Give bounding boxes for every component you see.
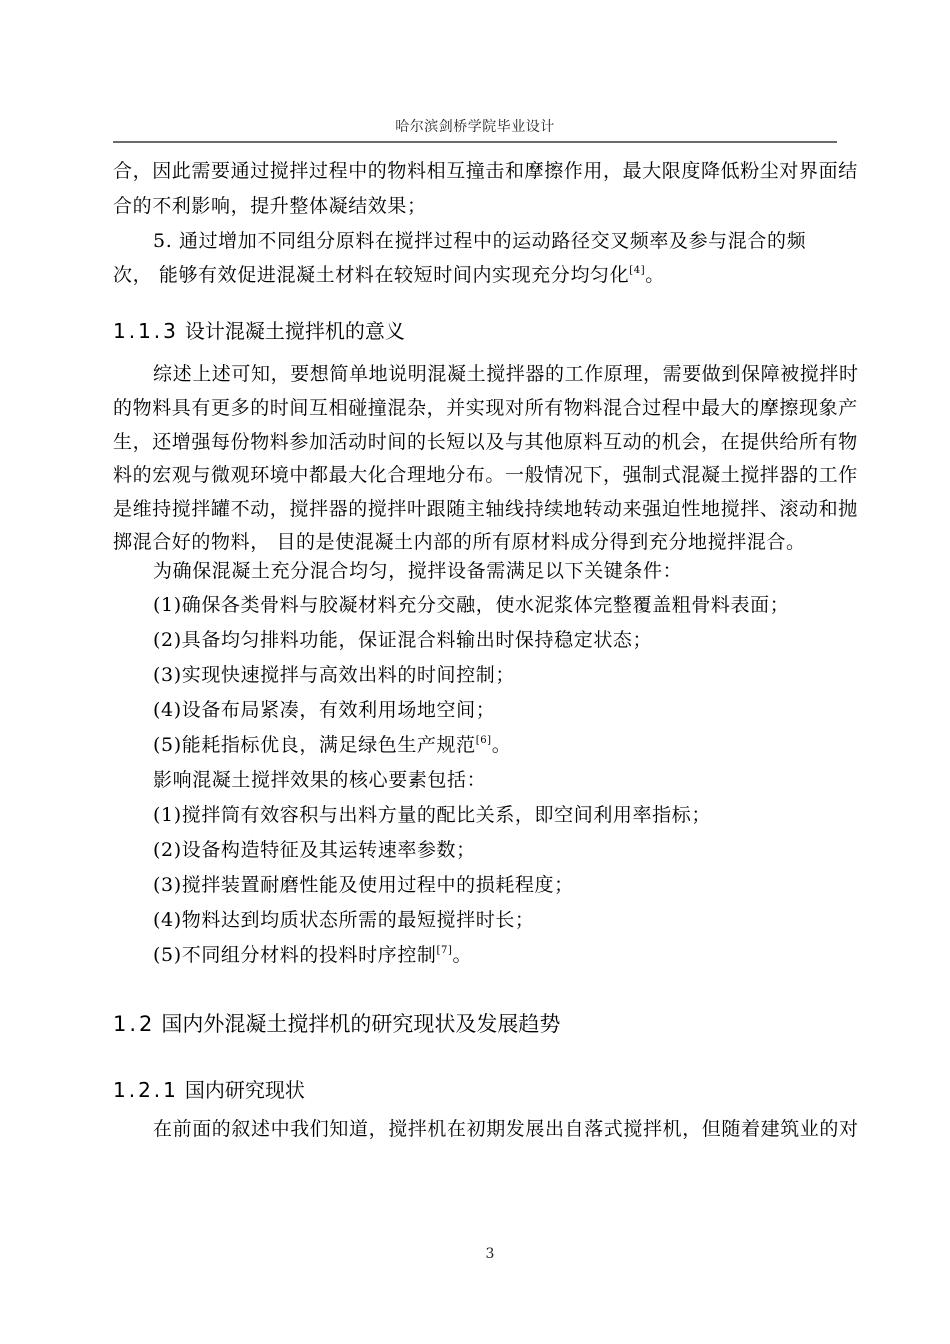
- paragraph-line: 合，因此需要通过搅拌过程中的物料相互撞击和摩擦作用，最大限度降低粉尘对界面结: [113, 160, 858, 182]
- punctuation: 。: [645, 264, 665, 286]
- conditions-intro: 为确保混凝土充分混合均匀，搅拌设备需满足以下关键条件：: [153, 560, 683, 582]
- paragraph-line: 在前面的叙述中我们知道，搅拌机在初期发展出自落式搅拌机，但随着建筑业的对: [153, 1118, 859, 1140]
- heading-number: 1.2: [113, 1012, 156, 1036]
- paragraph-line: 5. 通过增加不同组分原料在搅拌过程中的运动路径交叉频率及参与混合的频: [153, 230, 807, 252]
- factors-intro: 影响混凝土搅拌效果的核心要素包括：: [153, 769, 487, 791]
- paragraph-line: [113, 263, 837, 287]
- section-heading-1-2-1: [113, 1074, 305, 1103]
- paragraph-line: 是维持搅拌罐不动，搅拌器的搅拌叶跟随主轴线持续地转动来强迫性地搅拌、滚动和抛: [113, 498, 858, 520]
- factor-item: (4)物料达到均质状态所需的最短搅拌时长；: [153, 909, 535, 931]
- heading-title: 国内外混凝土搅拌机的研究现状及发展趋势: [161, 1012, 561, 1036]
- condition-item: (2)具备均匀排料功能，保证混合料输出时保持稳定状态；: [153, 629, 653, 651]
- page-number: 3: [485, 1246, 495, 1262]
- citation-ref: [7]: [436, 945, 453, 956]
- condition-item: (4)设备布局紧凑，有效利用场地空间；: [153, 699, 496, 721]
- heading-title: 国内研究现状: [184, 1078, 305, 1102]
- condition-item: [153, 733, 877, 757]
- citation-ref: [6]: [475, 735, 492, 746]
- punctuation: 。: [452, 944, 473, 966]
- factor-text: (5)不同组分材料的投料时序控制: [153, 944, 437, 966]
- heading-number: 1.1.3: [113, 319, 179, 343]
- factor-item: (2)设备构造特征及其运转速率参数；: [153, 839, 476, 861]
- condition-text: (5)能耗指标优良，满足绿色生产规范: [153, 734, 476, 756]
- factor-item: (3)搅拌装置耐磨性能及使用过程中的损耗程度；: [153, 874, 574, 896]
- condition-item: (3)实现快速搅拌与高效出料的时间控制；: [153, 664, 515, 686]
- factor-item: (1)搅拌筒有效容积与出料方量的配比关系，即空间利用率指标；: [153, 804, 711, 826]
- paragraph-line: 生，还增强每份物料参加活动时间的长短以及与其他原料互动的机会，在提供给所有物: [113, 431, 858, 453]
- punctuation: 。: [491, 734, 512, 756]
- paragraph-line: 合的不利影响，提升整体凝结效果；: [113, 195, 427, 217]
- header-rule: [113, 141, 837, 143]
- factor-item: [153, 943, 877, 967]
- heading-number: 1.2.1: [113, 1078, 179, 1102]
- section-heading-1-1-3: [113, 315, 405, 344]
- paragraph-text: 次， 能够有效促进混凝土材料在较短时间内实现充分均匀化: [113, 264, 630, 286]
- condition-item: (1)确保各类骨料与胶凝材料充分交融，使水泥浆体完整覆盖粗骨料表面；: [153, 594, 790, 616]
- paragraph-line: 掷混合好的物料， 目的是使混凝土内部的所有原材料成分得到充分地搅拌混合。: [113, 531, 806, 553]
- section-heading-1-2: [113, 1008, 560, 1038]
- paragraph-line: 料的宏观与微观环境中都最大化合理地分布。一般情况下，强制式混凝土搅拌器的工作: [113, 464, 858, 486]
- paragraph-line: 综述上述可知，要想简单地说明混凝土搅拌器的工作原理，需要做到保障被搅拌时: [153, 363, 859, 385]
- paragraph-line: 的物料具有更多的时间互相碰撞混杂，并实现对所有物料混合过程中最大的摩擦现象产: [113, 397, 858, 419]
- page-header: 哈尔滨剑桥学院毕业设计: [395, 119, 555, 135]
- citation-ref: [4]: [629, 265, 646, 276]
- heading-title: 设计混凝土搅拌机的意义: [184, 319, 405, 343]
